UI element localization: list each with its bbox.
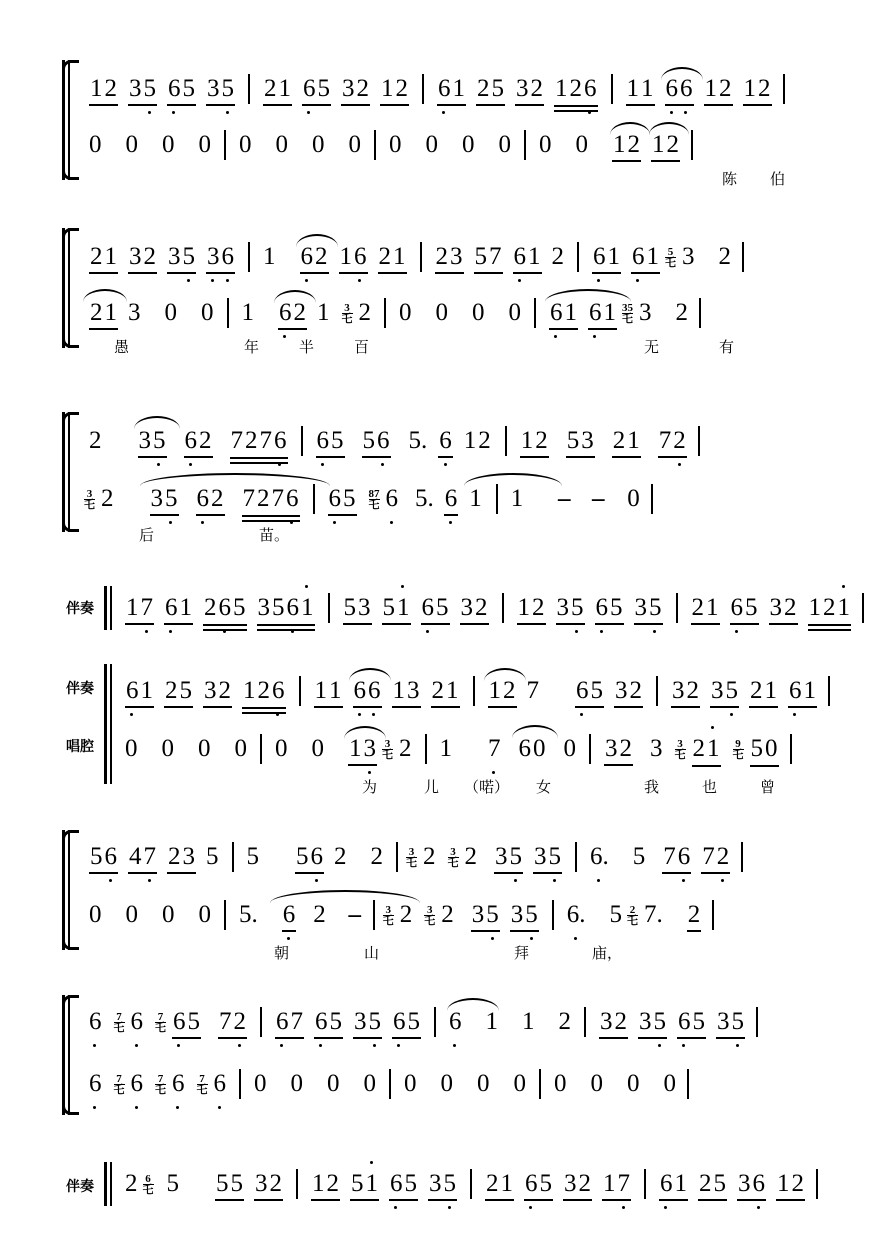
system-brace <box>62 228 78 348</box>
part-label-vocal: 唱腔 <box>66 738 94 754</box>
lyric: 半 <box>299 339 315 356</box>
lyric: 拜 <box>514 945 530 962</box>
lyric: 愚 <box>114 339 130 356</box>
lyric: 有 <box>719 339 735 356</box>
system-brace <box>62 60 78 180</box>
system-2 <box>0 228 891 356</box>
lyric: 山 <box>364 945 380 962</box>
part-label-accompaniment: 伴奏 <box>66 600 94 616</box>
staff-lower: 0 0 0 0 0 0 13 $\frac{3}{\text{乇}}$ 2 1 7 60 0 32 3 $\frac{3}{\text{乇}}$ 21 $\frac{9}{\text{乇}}$ 50 <box>120 726 871 772</box>
lyric: 为 <box>362 779 378 796</box>
staff-lower: $\frac{3}{\text{乇}}$ 2 35 62 7276 65 $\frac{87}{\text{乇}}$ 6 5. 6 1 1 – – 0 <box>84 476 871 522</box>
system-4 <box>0 586 891 636</box>
system-brace <box>62 995 78 1115</box>
part-label-accompaniment: 伴奏 <box>66 1178 94 1194</box>
staff-upper: 12 35 65 35 21 65 32 12 61 25 32 126 11 66 12 12 <box>84 66 871 112</box>
lyric-row <box>84 942 871 966</box>
staff-upper: 6 $\frac{7}{\text{乇}}$ 6 $\frac{7}{\text{乇}}$ 65 72 67 65 35 65 6 1 1 2 32 35 65 35 <box>84 999 871 1045</box>
system-brace <box>62 830 78 950</box>
system-6 <box>0 830 891 962</box>
staff-single: 2 $\frac{6}{\text{乇}}$ 5 55 32 12 51 65 35 21 65 32 17 61 25 36 12 <box>120 1162 871 1206</box>
system-5 <box>0 664 891 796</box>
system-brace <box>62 412 78 532</box>
lyric: 后 <box>139 527 155 544</box>
lyric-row <box>84 524 871 548</box>
lyric: 我 <box>644 779 660 796</box>
system-1 <box>0 60 891 188</box>
staff-upper: 56 47 23 5 5 56 2 2 $\frac{3}{\text{乇}}$ 2 $\frac{3}{\text{乇}}$ 2 35 35 6. 5 76 72 <box>84 834 871 880</box>
lyric: 曾 <box>760 779 776 796</box>
lyric: 女 <box>536 779 552 796</box>
staff-lower: 21 3 0 0 1 62 1 $\frac{3}{\text{乇}}$ 2 0 0 0 0 61 61 $\frac{35}{\text{乇}}$ 3 2 <box>84 290 871 336</box>
lyric: 伯 <box>770 171 786 188</box>
system-7 <box>0 995 891 1115</box>
staff-lower: 0 0 0 0 5. 6 2 – $\frac{3}{\text{乇}}$ 2 $\frac{3}{\text{乇}}$ 2 35 35 6. 5 $\frac{2}{\text{乇}}$ 7. 2 <box>84 892 871 938</box>
lyric: （喏） <box>464 779 510 796</box>
lyric-row <box>84 336 871 360</box>
system-3 <box>0 412 891 544</box>
system-8 <box>0 1162 891 1212</box>
lyric-row <box>84 168 871 192</box>
staff-upper: 61 25 32 126 11 66 13 21 12 7 65 32 32 35 21 61 <box>120 668 871 714</box>
lyric: 儿 <box>424 779 440 796</box>
lyric: 也 <box>702 779 718 796</box>
staff-lower: 0 0 0 0 0 0 0 0 0 0 0 0 0 0 12 12 <box>84 122 871 168</box>
lyric: 苗。 <box>259 527 290 544</box>
lyric: 百 <box>354 339 370 356</box>
staff-upper: 21 32 35 36 1 62 16 21 23 57 61 2 61 61 $\frac{5}{\text{乇}}$ 3 2 <box>84 234 871 280</box>
part-label-accompaniment: 伴奏 <box>66 680 94 696</box>
lyric: 庙， <box>592 945 623 962</box>
lyric-row <box>84 776 871 800</box>
staff-single: 17 61 265 3561 53 51 65 32 12 35 65 35 21 65 32 121 <box>120 586 871 630</box>
staff-upper: 2 35 62 7276 65 56 5. 6 12 12 53 21 72 <box>84 418 871 464</box>
lyric: 无 <box>644 339 660 356</box>
lyric: 朝 <box>274 945 290 962</box>
lyric: 年 <box>244 339 260 356</box>
staff-lower: 6 $\frac{7}{\text{乇}}$ 6 $\frac{7}{\text{乇}}$ 6 $\frac{7}{\text{乇}}$ 6 0 0 0 0 0 0 0 0 0 0 0 0 <box>84 1061 871 1107</box>
lyric: 陈 <box>722 171 738 188</box>
